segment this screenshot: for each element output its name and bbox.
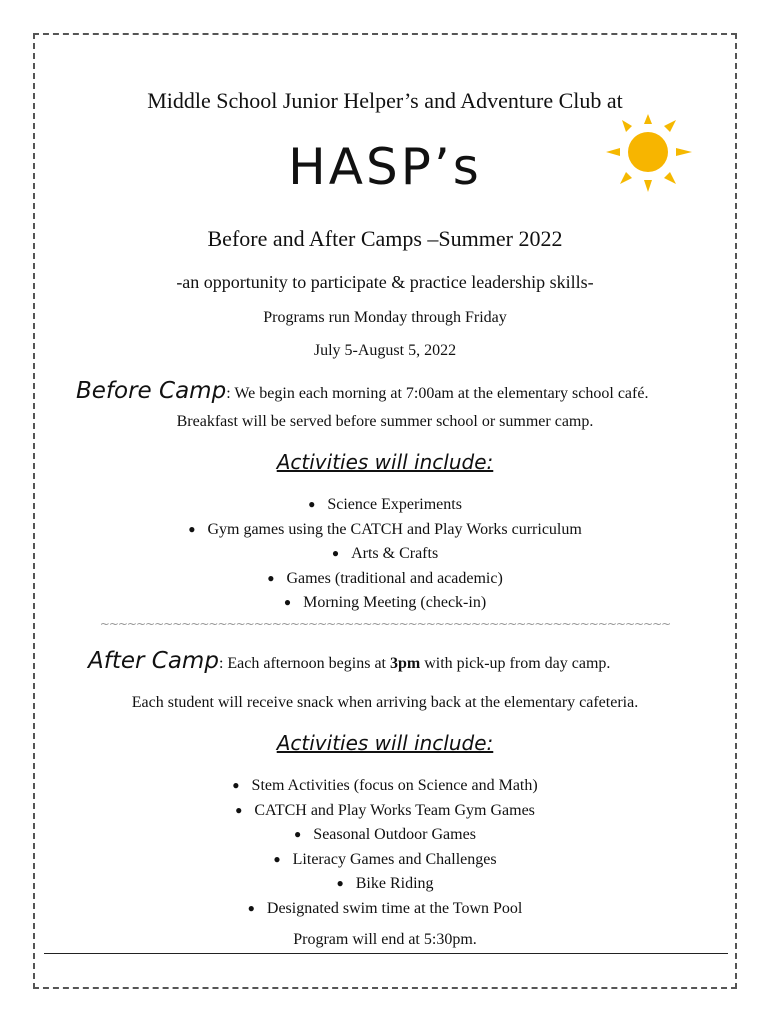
list-item: ● Literacy Games and Challenges	[0, 847, 770, 872]
footer-rule	[44, 953, 728, 954]
after-activities-heading: Activities will include:	[276, 731, 494, 755]
list-item: ● Arts & Crafts	[0, 541, 770, 566]
list-item: ● Gym games using the CATCH and Play Works curriculum	[0, 517, 770, 542]
after-camp-description-pre: : Each afternoon begins at	[218, 655, 390, 672]
breakfast-note: Breakfast will be served before summer school or summer camp.	[176, 413, 594, 430]
after-camp-time: 3pm	[389, 655, 421, 672]
bullet-icon: ●	[188, 521, 196, 536]
after-camp-line	[88, 648, 610, 674]
bullet-icon: ●	[283, 595, 292, 609]
list-item: ● Designated swim time at the Town Pool	[0, 896, 770, 921]
program-end-note: Program will end at 5:30pm.	[293, 931, 477, 948]
bullet-icon: ●	[267, 570, 275, 585]
program-dates: July 5-August 5, 2022	[313, 342, 457, 359]
list-item: ● Morning Meeting (check-in)	[0, 590, 770, 615]
tagline: -an opportunity to participate & practice leadership skills-	[176, 272, 594, 292]
list-item: ● Science Experiments	[0, 492, 770, 517]
bullet-icon: ●	[247, 900, 255, 915]
before-activities-heading: Activities will include:	[276, 450, 494, 474]
bullet-icon: ●	[336, 876, 344, 890]
before-camp-description: : We begin each morning at 7:00am at the elementary school café.	[226, 385, 649, 402]
list-item: ● Seasonal Outdoor Games	[0, 822, 770, 847]
bullet-icon: ●	[235, 802, 243, 817]
list-item: ● Games (traditional and academic)	[0, 566, 770, 591]
bullet-icon: ●	[232, 778, 240, 792]
after-camp-label: After Camp	[88, 648, 219, 674]
after-activities-list	[0, 773, 770, 920]
bullet-icon: ●	[308, 497, 316, 511]
bullet-icon: ●	[294, 827, 302, 841]
after-camp-description-post: with pick-up from day camp.	[420, 655, 611, 672]
snack-note: Each student will receive snack when arriving back at the elementary cafeteria.	[131, 694, 639, 711]
camps-title: Before and After Camps –Summer 2022	[207, 226, 563, 251]
list-item: ● Bike Riding	[0, 871, 770, 896]
before-camp-label: Before Camp	[76, 378, 227, 404]
bullet-icon: ●	[331, 546, 340, 560]
before-activities-list	[0, 492, 770, 615]
club-title: Middle School Junior Helper’s and Adventure Club at	[147, 88, 623, 113]
section-divider: ~~~~~~~~~~~~~~~~~~~~~~~~~~~~~~~~~~~~~~~~~~~~~~~~~~~~~~~~~~~~~~~	[99, 617, 671, 631]
org-name: HASP’s	[288, 138, 482, 196]
bullet-icon: ●	[273, 851, 281, 866]
before-camp-line	[76, 378, 648, 404]
programs-schedule: Programs run Monday through Friday	[263, 309, 507, 326]
list-item: ● CATCH and Play Works Team Gym Games	[0, 798, 770, 823]
list-item: ● Stem Activities (focus on Science and Math)	[0, 773, 770, 798]
